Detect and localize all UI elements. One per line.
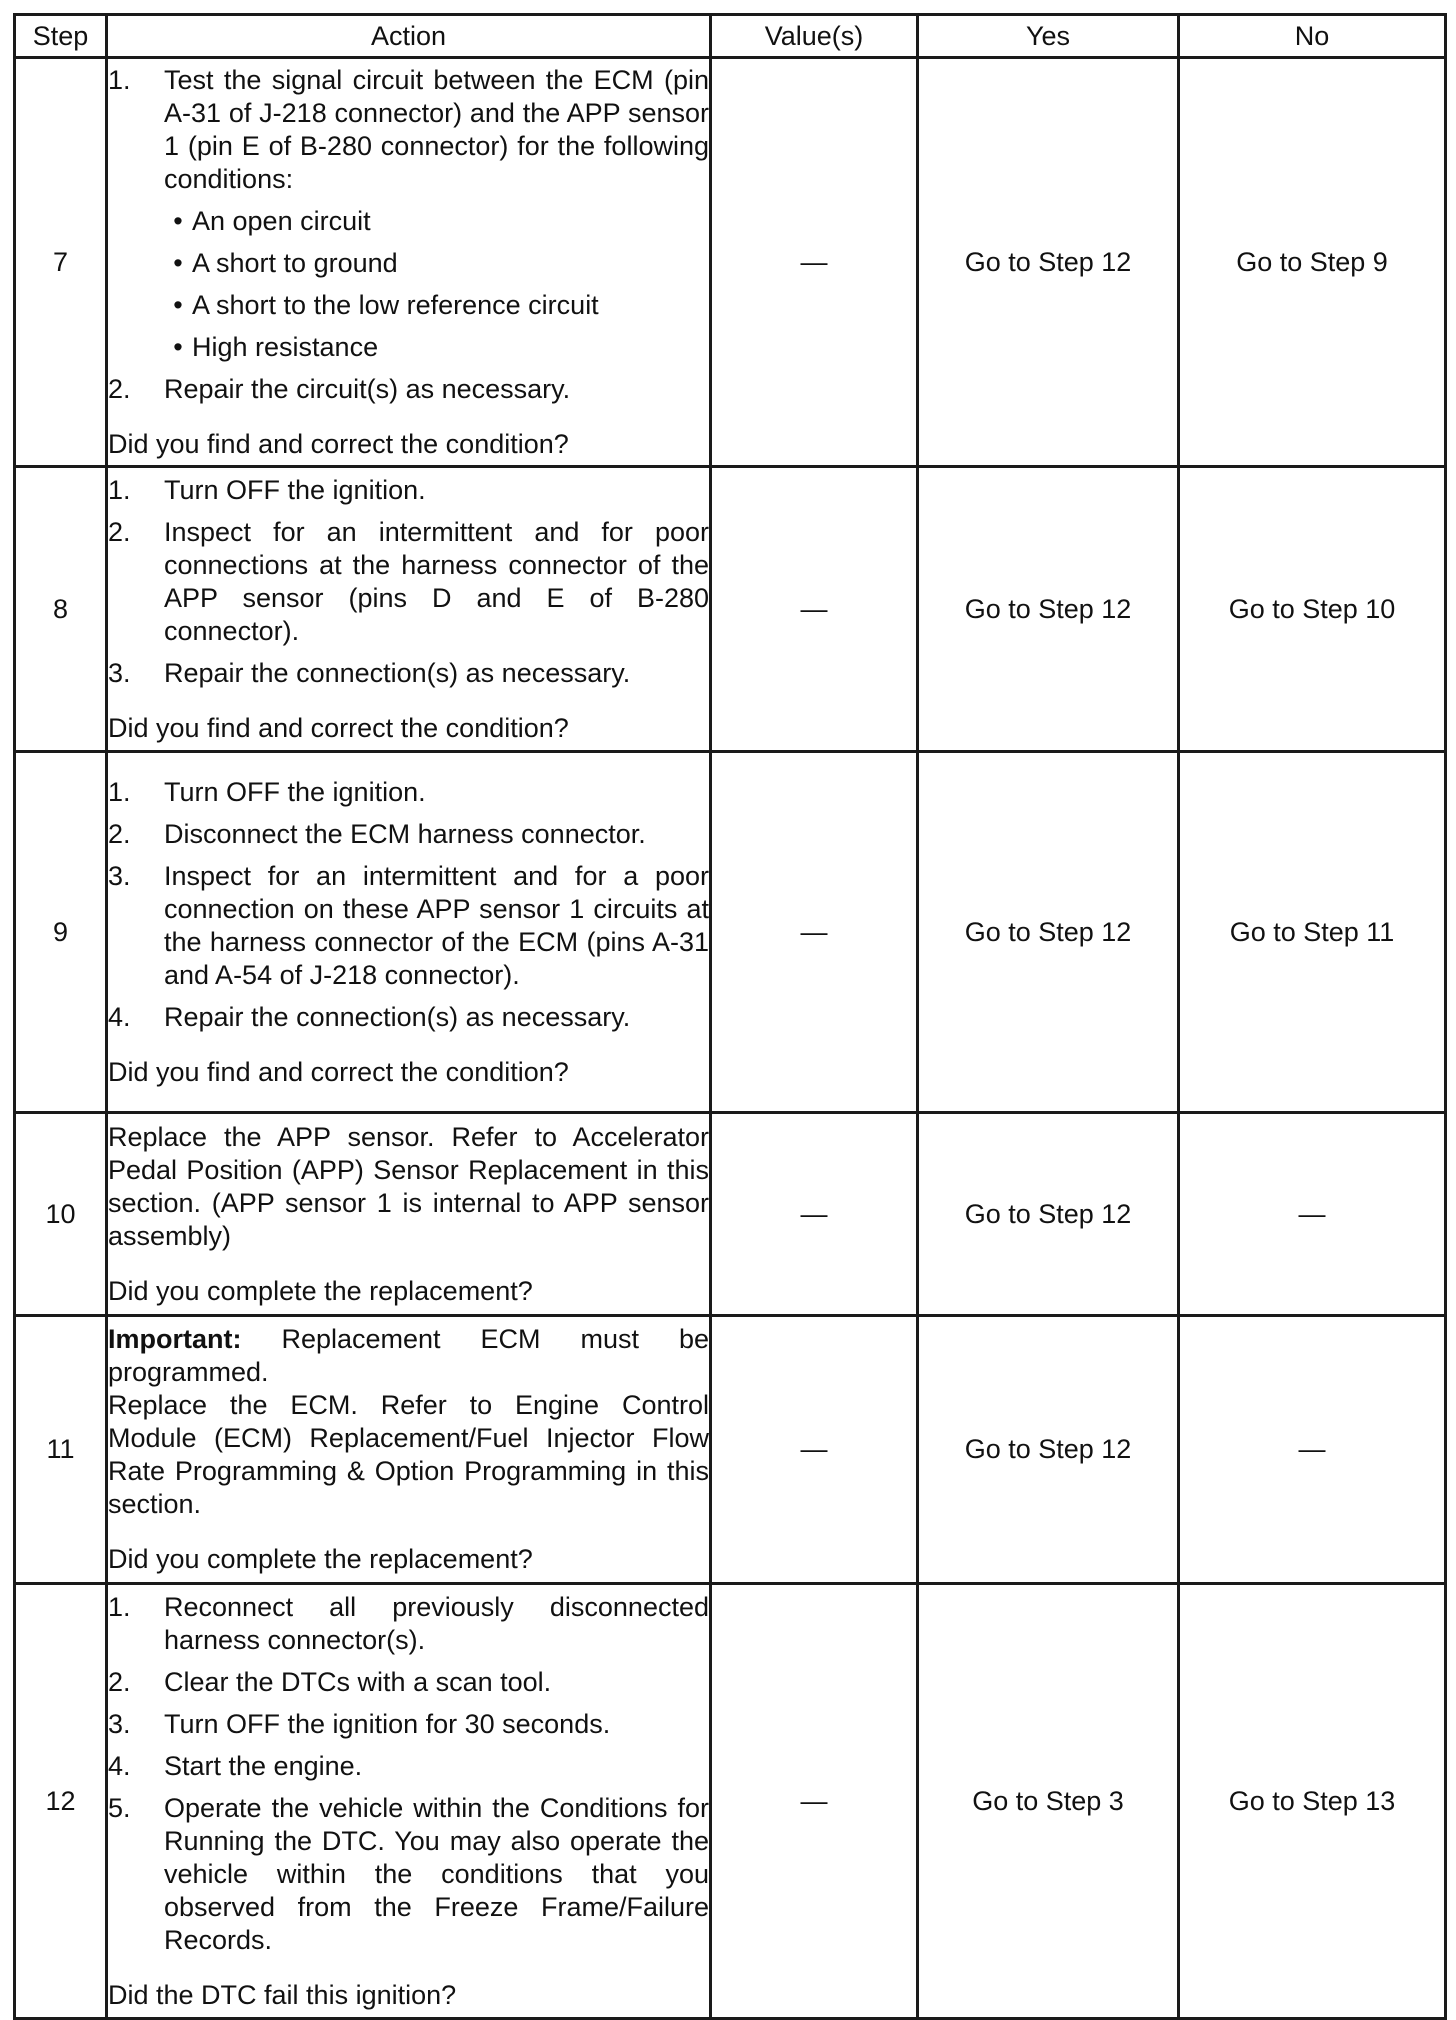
action-steps xyxy=(108,474,709,690)
action-cell xyxy=(107,752,711,1113)
step-text: Test the signal circuit between the ECM (pin A-31 of J-218 connector) and the APP sensor 1 (pin E of B-280 connector) for the following conditions: xyxy=(164,64,709,194)
step-index: 1. xyxy=(108,64,131,95)
condition-item: • High resistance xyxy=(173,331,379,362)
step-number: 11 xyxy=(15,1316,107,1584)
question-text: Did you find and correct the condition? xyxy=(108,428,569,459)
condition-list xyxy=(164,205,709,364)
yes-cell: Go to Step 12 xyxy=(918,58,1179,467)
step-text: Operate the vehicle within the Conditions for Running the DTC. You may also operate the vehicle within the conditions that you observed from the Freeze Frame/Failure Records. xyxy=(164,1792,709,1955)
action-paragraph: Replace the ECM. Refer to Engine Control Module (ECM) Replacement/Fuel Injector Flow Rate Programming & Option Programming in this section. xyxy=(108,1390,709,1519)
action-step xyxy=(108,818,709,851)
step-text: Repair the connection(s) as necessary. xyxy=(164,657,631,688)
header-yes: Yes xyxy=(918,15,1179,58)
action-steps xyxy=(108,776,709,1034)
table-row-step-8 xyxy=(15,467,1446,752)
action-step xyxy=(108,1001,709,1034)
action-step xyxy=(108,1750,709,1783)
action-cell xyxy=(107,1316,711,1584)
action-step xyxy=(108,776,709,809)
table-header-row xyxy=(15,15,1446,58)
question-text: Did you find and correct the condition? xyxy=(108,1056,569,1087)
step-text: Start the engine. xyxy=(164,1750,363,1781)
question-text: Did you complete the replacement? xyxy=(108,1275,533,1306)
values-cell: — xyxy=(711,752,918,1113)
step-index: 1. xyxy=(108,1591,131,1622)
no-cell: Go to Step 10 xyxy=(1179,467,1446,752)
condition-item: • A short to the low reference circuit xyxy=(173,289,599,320)
step-index: 2. xyxy=(108,516,131,547)
header-step: Step xyxy=(15,15,107,58)
step-text: Inspect for an intermittent and for a poor connection on these APP sensor 1 circuits at the harness connector of the ECM (pins A-31 and A-54 of J-218 connector). xyxy=(164,860,709,990)
values-cell: — xyxy=(711,1316,918,1584)
important-text: Replacement ECM must be programmed. xyxy=(108,1324,709,1387)
action-step xyxy=(108,474,709,507)
values-cell: — xyxy=(711,467,918,752)
no-cell: — xyxy=(1179,1113,1446,1316)
action-cell xyxy=(107,1584,711,2019)
yes-cell: Go to Step 3 xyxy=(918,1584,1179,2019)
step-text: Clear the DTCs with a scan tool. xyxy=(164,1666,552,1697)
condition-item: • A short to ground xyxy=(173,247,398,278)
table-row-step-11 xyxy=(15,1316,1446,1584)
step-number: 9 xyxy=(15,752,107,1113)
no-cell: Go to Step 13 xyxy=(1179,1584,1446,2019)
step-number: 12 xyxy=(15,1584,107,2019)
step-index: 1. xyxy=(108,776,131,807)
step-text: Repair the circuit(s) as necessary. xyxy=(164,373,571,404)
table-row-step-10 xyxy=(15,1113,1446,1316)
values-cell: — xyxy=(711,1584,918,2019)
table-row-step-7 xyxy=(15,58,1446,467)
question-text: Did the DTC fail this ignition? xyxy=(108,1979,457,2010)
no-cell: Go to Step 9 xyxy=(1179,58,1446,467)
action-step xyxy=(108,1666,709,1699)
no-cell: — xyxy=(1179,1316,1446,1584)
important-note xyxy=(108,1323,709,1389)
question-text: Did you complete the replacement? xyxy=(108,1544,533,1574)
step-number: 10 xyxy=(15,1113,107,1316)
action-steps xyxy=(108,1591,709,1957)
header-no: No xyxy=(1179,15,1446,58)
action-step xyxy=(108,516,709,648)
action-step xyxy=(108,657,709,690)
step-index: 4. xyxy=(108,1001,131,1032)
diagnostic-table xyxy=(13,13,1447,2020)
header-values: Value(s) xyxy=(711,15,918,58)
action-step xyxy=(108,1792,709,1957)
step-text: Reconnect all previously disconnected harness connector(s). xyxy=(164,1591,709,1655)
values-cell: — xyxy=(711,1113,918,1316)
table-row-step-9 xyxy=(15,752,1446,1113)
condition-item: • An open circuit xyxy=(173,205,371,236)
step-number: 8 xyxy=(15,467,107,752)
step-text: Disconnect the ECM harness connector. xyxy=(164,818,646,849)
step-index: 5. xyxy=(108,1792,131,1823)
action-step xyxy=(108,373,709,406)
step-index: 2. xyxy=(108,1666,131,1697)
step-index: 3. xyxy=(108,1708,131,1739)
action-cell xyxy=(107,1113,711,1316)
action-step xyxy=(108,1708,709,1741)
step-index: 3. xyxy=(108,657,131,688)
yes-cell: Go to Step 12 xyxy=(918,1316,1179,1584)
step-index: 3. xyxy=(108,860,131,891)
question-text: Did you find and correct the condition? xyxy=(108,712,569,743)
values-cell: — xyxy=(711,58,918,467)
action-step xyxy=(108,860,709,992)
header-action: Action xyxy=(107,15,711,58)
yes-cell: Go to Step 12 xyxy=(918,752,1179,1113)
step-text: Inspect for an intermittent and for poor connections at the harness connector of the APP sensor (pins D and E of B-280 connector). xyxy=(164,516,709,646)
yes-cell: Go to Step 12 xyxy=(918,467,1179,752)
table-row-step-12 xyxy=(15,1584,1446,2019)
step-index: 4. xyxy=(108,1750,131,1781)
step-index: 2. xyxy=(108,818,131,849)
step-index: 1. xyxy=(108,474,131,505)
action-steps xyxy=(108,64,709,406)
action-step xyxy=(108,64,709,364)
step-text: Turn OFF the ignition. xyxy=(164,776,426,807)
step-text: Turn OFF the ignition. xyxy=(164,474,426,505)
action-step xyxy=(108,1591,709,1657)
important-label: Important: xyxy=(108,1324,242,1354)
action-cell xyxy=(107,467,711,752)
no-cell: Go to Step 11 xyxy=(1179,752,1446,1113)
step-text: Turn OFF the ignition for 30 seconds. xyxy=(164,1708,611,1739)
step-text: Repair the connection(s) as necessary. xyxy=(164,1001,631,1032)
action-cell xyxy=(107,58,711,467)
yes-cell: Go to Step 12 xyxy=(918,1113,1179,1316)
step-number: 7 xyxy=(15,58,107,467)
action-paragraph: Replace the APP sensor. Refer to Accelerator Pedal Position (APP) Sensor Replacement in this section. (APP sensor 1 is internal to APP sensor assembly) xyxy=(108,1121,709,1251)
step-index: 2. xyxy=(108,373,131,404)
